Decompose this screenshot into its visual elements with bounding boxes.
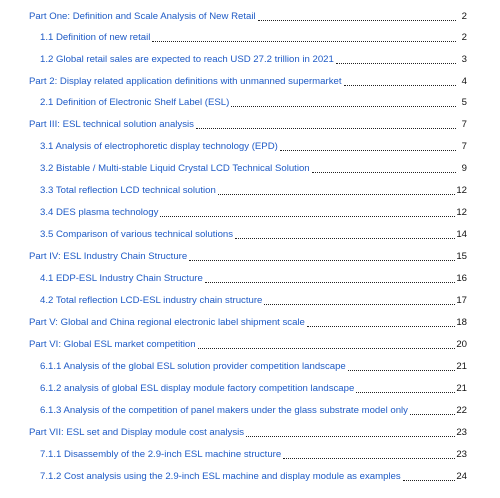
toc-entry-title: 3.1 Analysis of electrophoretic display technology (EPD)	[40, 141, 278, 152]
toc-entry-page-number: 2	[461, 32, 467, 43]
dot-leader	[336, 63, 456, 64]
dot-leader	[189, 260, 455, 261]
dot-leader	[348, 370, 456, 371]
toc-entry-title: 6.1.3 Analysis of the competition of panel makers under the glass substrate model only	[40, 405, 408, 416]
toc-entry-title: 4.1 EDP-ESL Industry Chain Structure	[40, 273, 203, 284]
toc-entry-3-4[interactable]	[40, 205, 467, 219]
toc-entry-page-number: 12	[456, 207, 467, 218]
toc-entry-page-number: 7	[461, 141, 467, 152]
dot-leader	[280, 150, 456, 151]
toc-entry-title: 6.1.2 analysis of global ESL display module factory competition landscape	[40, 383, 355, 394]
dot-leader	[283, 458, 455, 459]
toc-entry-part-5[interactable]	[29, 315, 467, 329]
dot-leader	[264, 304, 455, 305]
toc-entry-page-number: 14	[456, 229, 467, 240]
toc-entry-7-1-2[interactable]	[40, 469, 467, 483]
toc-entry-title: 3.2 Bistable / Multi-stable Liquid Crystal LCD Technical Solution	[40, 163, 310, 174]
dot-leader	[344, 85, 457, 86]
toc-entry-page-number: 23	[456, 449, 467, 460]
dot-leader	[231, 106, 456, 107]
toc-entry-page-number: 21	[456, 361, 467, 372]
toc-entry-6-1-1[interactable]	[40, 359, 467, 373]
toc-entry-part-6[interactable]	[29, 337, 467, 351]
toc-entry-page-number: 9	[461, 163, 467, 174]
dot-leader	[152, 41, 456, 42]
toc-entry-3-2[interactable]	[40, 161, 467, 175]
toc-entry-part-4[interactable]	[29, 249, 467, 263]
toc-entry-title: Part IV: ESL Industry Chain Structure	[29, 251, 188, 262]
toc-entry-part-3[interactable]	[29, 117, 467, 131]
toc-entry-part-7[interactable]	[29, 425, 467, 439]
toc-entry-page-number: 12	[456, 185, 467, 196]
toc-entry-page-number: 21	[456, 383, 467, 394]
dot-leader	[403, 480, 456, 481]
toc-entry-title: Part VI: Global ESL market competition	[29, 339, 196, 350]
toc-entry-page-number: 23	[456, 427, 467, 438]
toc-entry-title: Part V: Global and China regional electronic label shipment scale	[29, 317, 305, 328]
dot-leader	[235, 238, 455, 239]
toc-entry-1-1[interactable]	[40, 30, 467, 44]
dot-leader	[196, 128, 456, 129]
toc-entry-title: 3.5 Comparison of various technical solutions	[40, 229, 234, 240]
dot-leader	[410, 414, 455, 415]
toc-entry-title: 7.1.2 Cost analysis using the 2.9-inch ESL machine and display module as examples	[40, 471, 401, 482]
toc-entry-4-1[interactable]	[40, 271, 467, 285]
toc-entry-title: 3.4 DES plasma technology	[40, 207, 159, 218]
toc-entry-title: Part VII: ESL set and Display module cost analysis	[29, 427, 245, 438]
toc-entry-title: 1.1 Definition of new retail	[40, 32, 151, 43]
toc-entry-title: Part One: Definition and Scale Analysis of New Retail	[29, 11, 256, 22]
toc-entry-6-1-3[interactable]	[40, 403, 467, 417]
toc-entry-title: 1.2 Global retail sales are expected to reach USD 27.2 trillion in 2021	[40, 54, 334, 65]
toc-entry-page-number: 15	[456, 251, 467, 262]
toc-entry-page-number: 18	[456, 317, 467, 328]
dot-leader	[246, 436, 455, 437]
toc-entry-title: 7.1.1 Disassembly of the 2.9-inch ESL machine structure	[40, 449, 282, 460]
dot-leader	[312, 172, 456, 173]
toc-entry-3-3[interactable]	[40, 183, 467, 197]
toc-entry-title: 6.1.1 Analysis of the global ESL solution provider competition landscape	[40, 361, 346, 372]
toc-entry-3-5[interactable]	[40, 227, 467, 241]
toc-entry-2-1[interactable]	[40, 95, 467, 109]
dot-leader	[160, 216, 455, 217]
toc-entry-1-2[interactable]	[40, 52, 467, 66]
toc-entry-page-number: 22	[456, 405, 467, 416]
dot-leader	[218, 194, 456, 195]
toc-entry-title: Part 2: Display related application definitions with unmanned supermarket	[29, 76, 342, 87]
toc-entry-page-number: 4	[461, 76, 467, 87]
toc-entry-7-1-1[interactable]	[40, 447, 467, 461]
toc-entry-title: 2.1 Definition of Electronic Shelf Label (ESL)	[40, 97, 230, 108]
toc-entry-page-number: 2	[461, 11, 467, 22]
dot-leader	[307, 326, 455, 327]
toc-entry-page-number: 20	[456, 339, 467, 350]
dot-leader	[198, 348, 456, 349]
toc-entry-title: Part III: ESL technical solution analysis	[29, 119, 194, 130]
dot-leader	[205, 282, 456, 283]
toc-entry-page-number: 5	[461, 97, 467, 108]
toc-entry-page-number: 3	[461, 54, 467, 65]
toc-entry-part-1[interactable]	[29, 9, 467, 23]
toc-entry-4-2[interactable]	[40, 293, 467, 307]
toc-entry-part-2[interactable]	[29, 74, 467, 88]
toc-entry-6-1-2[interactable]	[40, 381, 467, 395]
toc-entry-page-number: 24	[456, 471, 467, 482]
toc-entry-title: 4.2 Total reflection LCD-ESL industry chain structure	[40, 295, 263, 306]
toc-entry-page-number: 7	[461, 119, 467, 130]
toc-entry-3-1[interactable]	[40, 139, 467, 153]
toc-entry-page-number: 17	[456, 295, 467, 306]
toc-entry-page-number: 16	[456, 273, 467, 284]
dot-leader	[356, 392, 455, 393]
dot-leader	[258, 20, 456, 21]
toc-entry-title: 3.3 Total reflection LCD technical solution	[40, 185, 216, 196]
